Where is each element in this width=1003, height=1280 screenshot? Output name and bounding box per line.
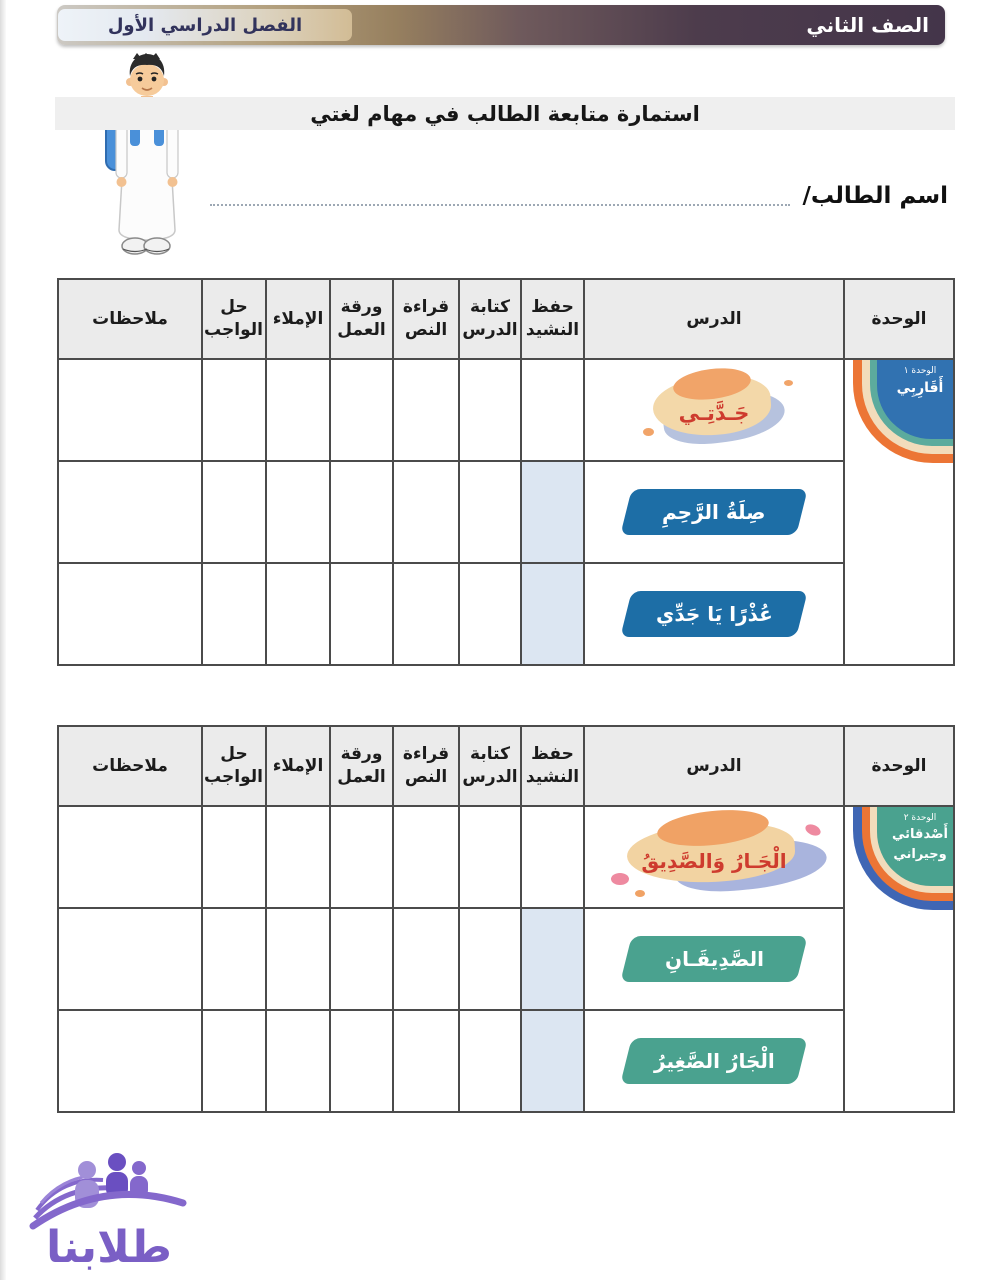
grade-label: الصف الثاني (806, 13, 929, 37)
task-cell-homework[interactable] (202, 1010, 266, 1112)
col-unit-header: الوحدة (844, 279, 954, 359)
table-row (58, 806, 954, 908)
task-cell-dictation[interactable] (266, 908, 330, 1010)
task-cell-write[interactable] (459, 908, 521, 1010)
task-cell-memorize[interactable] (521, 359, 584, 461)
col-read-text-header: قراءة النص (393, 726, 459, 806)
task-cell-write[interactable] (459, 806, 521, 908)
task-cell-read[interactable] (393, 908, 459, 1010)
unit2-number: الوحدة ٢ (903, 813, 937, 823)
lesson-title: جَـدَّتِـي (678, 401, 750, 425)
lesson-title: الْجَارُ الصَّغِيرُ (653, 1049, 775, 1073)
task-cell-worksheet[interactable] (330, 908, 393, 1010)
col-lesson-header: الدرس (584, 726, 844, 806)
task-cell-worksheet[interactable] (330, 461, 393, 563)
task-cell-notes[interactable] (58, 563, 202, 665)
unit1-number: الوحدة ١ (903, 366, 937, 376)
header-row (58, 726, 954, 806)
task-cell-memorize[interactable] (521, 806, 584, 908)
task-cell-homework[interactable] (202, 908, 266, 1010)
lesson-banner (620, 1038, 807, 1084)
task-cell-homework[interactable] (202, 806, 266, 908)
task-cell-notes[interactable] (58, 908, 202, 1010)
lesson-cell-jaddati (584, 359, 844, 461)
task-cell-worksheet[interactable] (330, 359, 393, 461)
semester-box (58, 9, 352, 41)
task-cell-write[interactable] (459, 461, 521, 563)
lesson-banner (620, 936, 807, 982)
student-boy-illustration (93, 52, 201, 258)
col-notes-header: ملاحظات (58, 279, 202, 359)
lesson-banner (620, 591, 807, 637)
task-cell-worksheet[interactable] (330, 806, 393, 908)
col-dictation-header: الإملاء (266, 279, 330, 359)
page-edge-shadow (0, 0, 6, 1280)
task-cell-worksheet[interactable] (330, 563, 393, 665)
task-cell-read[interactable] (393, 806, 459, 908)
unit2-table (57, 725, 955, 1113)
student-name-field[interactable] (210, 186, 790, 206)
table-row (58, 908, 954, 1010)
lesson-blob (629, 368, 799, 452)
col-lesson-header: الدرس (584, 279, 844, 359)
col-write-lesson-header: كتابة الدرس (459, 726, 521, 806)
task-cell-notes[interactable] (58, 806, 202, 908)
lesson-title: صِلَةُ الرَّحِمِ (662, 500, 766, 524)
task-cell-memorize-shaded[interactable] (521, 1010, 584, 1112)
task-cell-read[interactable] (393, 1010, 459, 1112)
task-cell-memorize-shaded[interactable] (521, 461, 584, 563)
task-cell-write[interactable] (459, 563, 521, 665)
unit2-badge (853, 807, 953, 910)
task-cell-memorize-shaded[interactable] (521, 908, 584, 1010)
lesson-cell-alsadiqan (584, 908, 844, 1010)
task-cell-homework[interactable] (202, 461, 266, 563)
task-cell-homework[interactable] (202, 563, 266, 665)
col-homework-header: حل الواجب (202, 726, 266, 806)
lesson-title: الْجَـارُ وَالصَّدِيقُ (641, 849, 787, 873)
task-cell-memorize-shaded[interactable] (521, 563, 584, 665)
task-cell-homework[interactable] (202, 359, 266, 461)
student-name-label: اسم الطالب/ (802, 183, 948, 209)
header-bar (57, 5, 945, 45)
task-cell-dictation[interactable] (266, 806, 330, 908)
talabna-logo (25, 1148, 195, 1273)
task-cell-dictation[interactable] (266, 359, 330, 461)
task-cell-dictation[interactable] (266, 1010, 330, 1112)
unit1-cell (844, 359, 954, 665)
unit1-badge (853, 360, 953, 463)
semester-label: الفصل الدراسي الأول (107, 14, 303, 36)
col-homework-header: حل الواجب (202, 279, 266, 359)
lesson-title: عُذْرًا يَا جَدِّي (655, 602, 773, 626)
table-row (58, 359, 954, 461)
lesson-title: الصَّدِيقَـانِ (664, 947, 764, 971)
col-memorize-anthem-header: حفظ النشيد (521, 726, 584, 806)
task-cell-read[interactable] (393, 461, 459, 563)
task-cell-notes[interactable] (58, 461, 202, 563)
task-cell-write[interactable] (459, 1010, 521, 1112)
unit2-name: أَصْدقائي وجيراني (892, 827, 948, 862)
lesson-cell-udhran-ya-jaddi (584, 563, 844, 665)
lesson-blob (599, 811, 829, 903)
col-worksheet-header: ورقة العمل (330, 726, 393, 806)
table-row (58, 1010, 954, 1112)
lesson-cell-aljar-alsaghir (584, 1010, 844, 1112)
logo-text: طلابنا (46, 1222, 172, 1273)
task-cell-worksheet[interactable] (330, 1010, 393, 1112)
unit1-name: أَقَارِبِي (896, 380, 944, 396)
col-notes-header: ملاحظات (58, 726, 202, 806)
form-title-strip (55, 97, 955, 130)
col-worksheet-header: ورقة العمل (330, 279, 393, 359)
task-cell-read[interactable] (393, 563, 459, 665)
task-cell-notes[interactable] (58, 359, 202, 461)
task-cell-dictation[interactable] (266, 563, 330, 665)
col-dictation-header: الإملاء (266, 726, 330, 806)
header-row (58, 279, 954, 359)
task-cell-read[interactable] (393, 359, 459, 461)
lesson-cell-silat-alrahim (584, 461, 844, 563)
col-unit-header: الوحدة (844, 726, 954, 806)
task-cell-notes[interactable] (58, 1010, 202, 1112)
table-row (58, 461, 954, 563)
col-write-lesson-header: كتابة الدرس (459, 279, 521, 359)
table-row (58, 563, 954, 665)
unit2-cell (844, 806, 954, 1112)
task-cell-dictation[interactable] (266, 461, 330, 563)
unit1-table (57, 278, 955, 666)
col-memorize-anthem-header: حفظ النشيد (521, 279, 584, 359)
form-title: استمارة متابعة الطالب في مهام لغتي (310, 101, 700, 126)
lesson-cell-aljar-walsadiq (584, 806, 844, 908)
col-read-text-header: قراءة النص (393, 279, 459, 359)
lesson-banner (620, 489, 807, 535)
task-cell-write[interactable] (459, 359, 521, 461)
